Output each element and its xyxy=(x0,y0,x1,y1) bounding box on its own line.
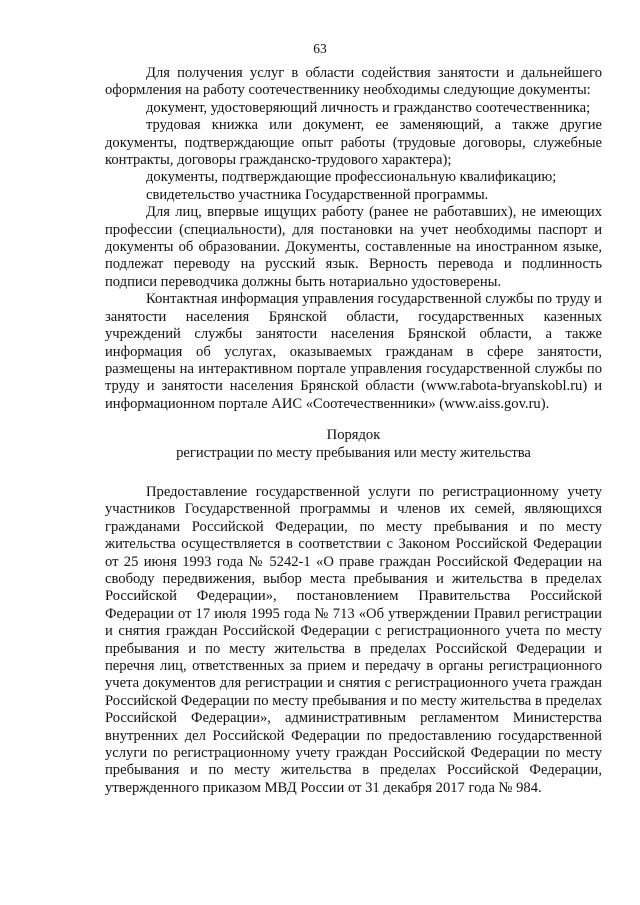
first-job-paragraph: Для лиц, впервые ищущих работу (ранее не работавших), не имеющих профессии (специальности), для постановки на учет необходимы паспорт и документы об образовании. Документы, составленные на иностранном языке, подлежат переводу на русский язык. Верность перевода и подлинность подписи переводчика должны быть нотариально удостоверены. xyxy=(105,204,602,290)
document-item: документ, удостоверяющий личность и гражданство соотечественника; xyxy=(146,99,591,116)
section-heading-title: Порядок xyxy=(326,427,381,444)
document-item: документы, подтверждающие профессиональную квалификацию; xyxy=(146,169,557,186)
page-body xyxy=(105,65,602,797)
contacts-paragraph: Контактная информация управления государственной службы по труду и занятости населения Брянской области, государственных казенных учреждений службы занятости населения Брянской области, а также информация об услугах, оказываемых гражданам в сфере занятости, размещены на интерактивном портале управления государственной службы по труду и занятости населения Брянской области (www.rabota-bryanskobl.ru) и информационном портале АИС «Соотечественники» (www.aiss.gov.ru). xyxy=(105,291,602,412)
intro-paragraph: Для получения услуг в области содействия занятости и дальнейшего оформления на работу соотечественнику необходимы следующие документы: xyxy=(105,65,602,99)
document-item: свидетельство участника Государственной программы. xyxy=(146,186,489,203)
registration-paragraph: Предоставление государственной услуги по регистрационному учету участников Государственной программы и членов их семей, являющихся гражданами Российской Федерации, по месту пребывания и по месту жительства осуществляется в соответствии с Законом Российской Федерации от 25 июня 1993 года № 5242-1 «О праве граждан Российской Федерации на свободу передвижения, выбор места пребывания и жительства в пределах Российской Федерации», постановлением Правительства Российской Федерации от 17 июля 1995 года № 713 «Об утверждении Правил регистрации и снятия граждан Российской Федерации с регистрационного учета по месту пребывания и по месту жительства в пределах Российской Федерации и перечня лиц, ответственных за прием и передачу в органы регистрационного учета документов для регистрации и снятия с регистрационного учета граждан Российской Федерации по месту пребывания и по месту жительства в пределах Российской Федерации», административным регламентом Министерства внутренних дел Российской Федерации по предоставлению государственной услуги по регистрационному учету граждан Российской Федерации по месту пребывания и по месту жительства в пределах Российской Федерации, утвержденного приказом МВД России от 31 декабря 2017 года № 984. xyxy=(105,483,602,796)
section-heading-subtitle: регистрации по месту пребывания или месту жительства xyxy=(176,444,531,461)
document-item: трудовая книжка или документ, ее заменяющий, а также другие документы, подтверждающие опыт работы (трудовые договоры, служебные контракты, договоры гражданско-трудового характера); xyxy=(105,117,602,169)
page-number: 63 xyxy=(313,41,327,56)
